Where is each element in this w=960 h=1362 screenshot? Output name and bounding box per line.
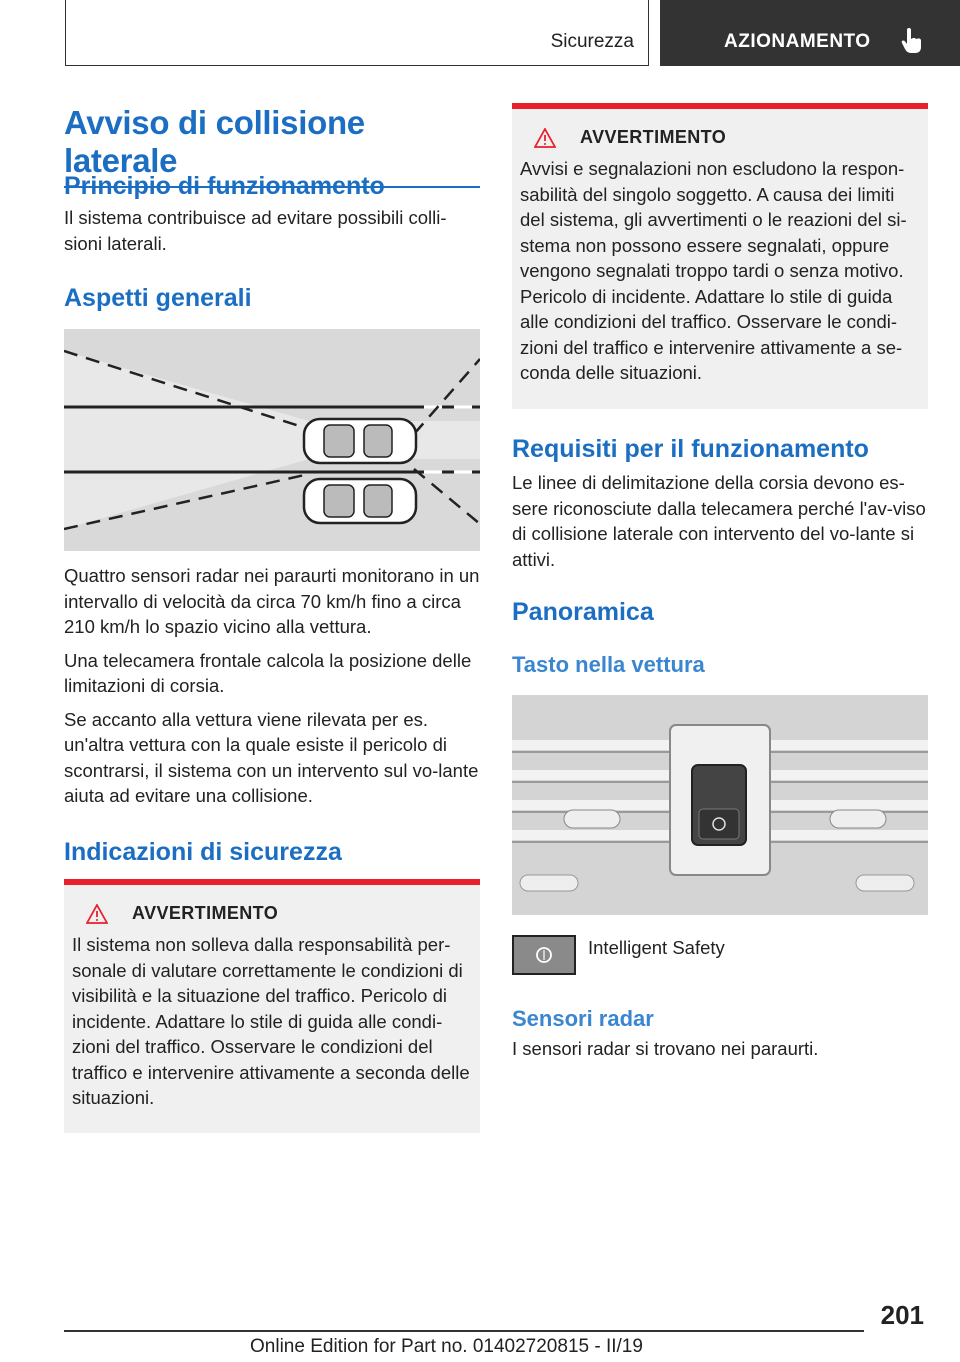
overview-heading: Panoramica: [512, 598, 654, 626]
radar-text: I sensori radar si trovano nei paraurti.: [512, 1038, 819, 1059]
car-top-view: [304, 479, 416, 523]
principle-text: Il sistema contribuisce ad evitare possibili colli-sioni laterali.: [64, 207, 447, 254]
hand-pointer-icon: [900, 28, 924, 54]
dashboard-button-photo: [512, 695, 928, 915]
header-chapter-tab[interactable]: [660, 0, 960, 66]
radar-heading: Sensori radar: [512, 1006, 654, 1031]
button-heading: Tasto nella vettura: [512, 652, 705, 677]
body-paragraph: Quattro sensori radar nei paraurti monitorano in un intervallo di velocità da circa 70 km/h fino a circa 210 km/h lo spazio vicino alla vettura.: [64, 565, 480, 637]
requirements-heading: Requisiti per il funzionamento: [512, 435, 869, 463]
warning-text: Il sistema non solleva dalla responsabilità per-sonale di valutare correttamente le condizioni di visibilità e la situazione del traffico. Pericolo di incidente. Adattare lo stile di guida alle condi-zioni del traffico. Osservare le condizioni del traffico e intervenire attivamente a seconda delle situazioni.: [72, 934, 470, 1108]
lane-radar-illustration: [64, 329, 480, 551]
warning-box: [512, 103, 928, 409]
warning-triangle-icon: [534, 128, 556, 148]
body-paragraph: Se accanto alla vettura viene rilevata per es. un'altra vettura con la quale esiste il pericolo di scontrarsi, il sistema con un intervento sul vo-lante aiuta ad evitare una collisione.: [64, 708, 479, 806]
intelligent-safety-button-icon: [512, 935, 576, 975]
header-frame: [65, 0, 649, 66]
footer-divider: [64, 1330, 864, 1332]
warning-box: [64, 879, 480, 1133]
warning-text: Avvisi e segnalazioni non escludono la respon-sabilità del singolo soggetto. A causa dei limiti del sistema, gli avvertimenti o le reazioni del si-stema non possono essere segnalati, oppure vengono segnalati troppo tardi o senza motivo. Pericolo di incidente. Adattare lo stile di guida alle condizioni del traffico. Osservare le condi-zioni del traffico e intervenire attivamente a se-conda delle situazioni.: [520, 158, 907, 383]
principle-heading: Principio di funzionamento: [64, 172, 385, 200]
safety-heading: Indicazioni di sicurezza: [64, 838, 342, 866]
warning-title: AVVERTIMENTO: [580, 127, 727, 147]
body-paragraph: Una telecamera frontale calcola la posizione delle limitazioni di corsia.: [64, 649, 472, 696]
button-label: Intelligent Safety: [588, 937, 725, 958]
requirements-text: Le linee di delimitazione della corsia devono es-sere riconosciute dalla telecamera perché l'av-viso di collisione laterale con intervento del vo-lante si attivi.: [512, 472, 926, 570]
footer-edition: Online Edition for Part no. 01402720815 - II/19: [250, 1336, 643, 1357]
page-title: Avviso di collisione laterale: [64, 104, 365, 179]
header-section-title: Sicurezza: [550, 31, 634, 52]
header-chapter-label: AZIONAMENTO: [724, 31, 871, 52]
warning-title: AVVERTIMENTO: [132, 903, 279, 923]
warning-triangle-icon: [86, 904, 108, 924]
general-heading: Aspetti generali: [64, 284, 252, 312]
page-number: 201: [880, 1300, 924, 1330]
car-top-view: [304, 419, 416, 463]
